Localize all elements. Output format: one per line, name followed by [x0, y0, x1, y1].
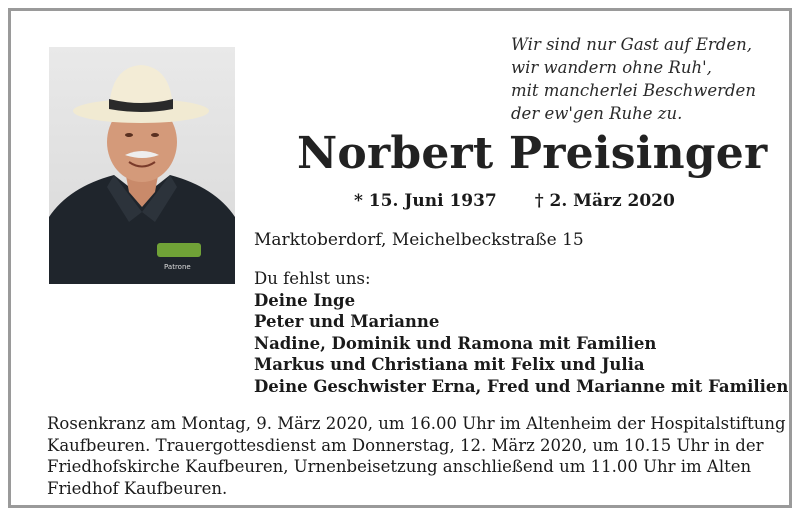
- shirt-text: Patrone: [164, 263, 191, 271]
- mourners-intro: Du fehlst uns:: [254, 269, 371, 288]
- quote-line: wir wandern ohne Ruh',: [511, 58, 712, 77]
- portrait-photo: [49, 47, 235, 284]
- service-line: Friedhofskirche Kaufbeuren, Urnenbeisetzung anschließend um 11.00 Uhr im Alten: [47, 457, 752, 476]
- mourner-entry: Peter und Marianne: [254, 312, 440, 331]
- service-details: [47, 413, 786, 499]
- quote-line: Wir sind nur Gast auf Erden,: [511, 35, 752, 54]
- birth-date: * 15. Juni 1937: [354, 191, 497, 211]
- memorial-quote: [511, 33, 771, 125]
- mourner-entry: Nadine, Dominik und Ramona mit Familien: [254, 333, 657, 353]
- mourner-entry: Markus und Christiana mit Felix und Julia: [254, 355, 645, 374]
- death-date: † 2. März 2020: [534, 191, 675, 211]
- mourners-list: [254, 268, 788, 397]
- deceased-name: Norbert Preisinger: [297, 128, 768, 179]
- life-dates: [354, 191, 675, 211]
- service-line: Kaufbeuren. Trauergottesdienst am Donnerstag, 12. März 2020, um 10.15 Uhr in der: [47, 435, 764, 455]
- address: Marktoberdorf, Meichelbeckstraße 15: [254, 230, 584, 250]
- service-line: Rosenkranz am Montag, 9. März 2020, um 16.00 Uhr im Altenheim der Hospitalstiftung: [47, 414, 786, 433]
- mourner-entry: Deine Inge: [254, 290, 356, 310]
- mourner-entry: Deine Geschwister Erna, Fred und Marianne mit Familien: [254, 376, 789, 396]
- quote-line: der ew'gen Ruhe zu.: [511, 104, 683, 123]
- service-line: Friedhof Kaufbeuren.: [47, 478, 228, 498]
- quote-line: mit mancherlei Beschwerden: [511, 81, 756, 100]
